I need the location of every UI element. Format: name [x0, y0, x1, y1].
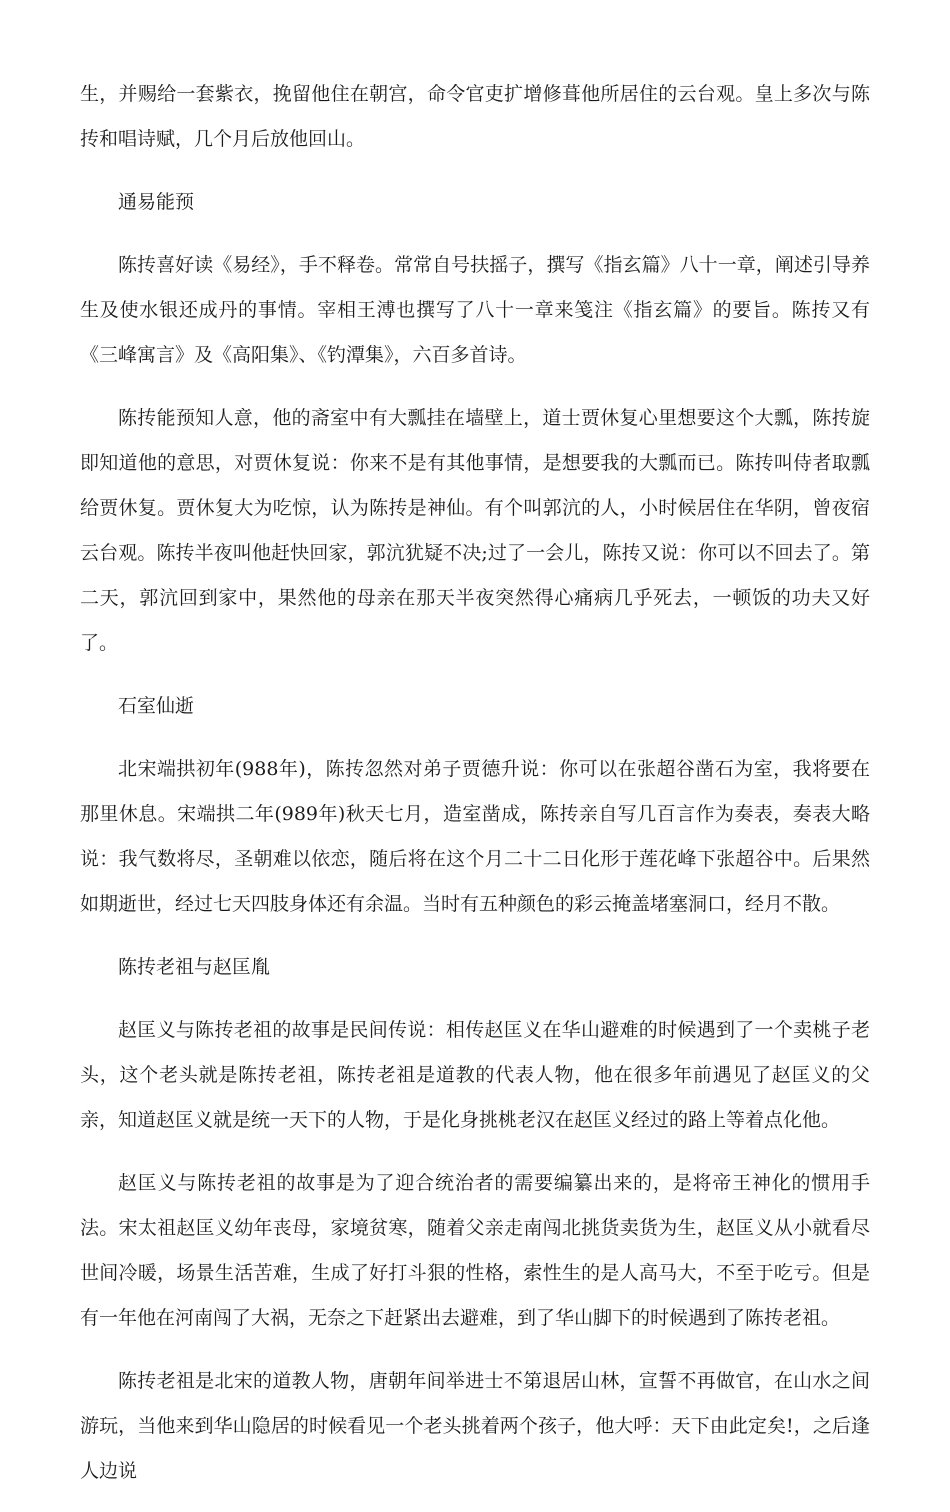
paragraph: 北宋端拱初年(988年)，陈抟忽然对弟子贾德升说：你可以在张超谷凿石为室，我将要在那里休息。宋端拱二年(989年)秋天七月，造室凿成，陈抟亲自写几百言作为奏表，奏表大略说：我气数将尽，圣朝难以依恋，随后将在这个月二十二日化形于莲花峰下张超谷中。后果然如期逝世，经过七天四肢身体还有余温。当时有五种颜色的彩云掩盖堵塞洞口，经月不散。: [80, 758, 870, 915]
paragraph: 陈抟喜好读《易经》，手不释卷。常常自号扶摇子，撰写《指玄篇》八十一章，阐述引导养生及使水银还成丹的事情。宰相王溥也撰写了八十一章来笺注《指玄篇》的要旨。陈抟又有《三峰寓言》及《高阳集》、《钓潭集》，六百多首诗。: [80, 254, 870, 366]
section-heading-chentuan-zhaokuangyin: 陈抟老祖与赵匡胤: [118, 956, 271, 978]
paragraph: 陈抟能预知人意，他的斋室中有大瓢挂在墙壁上，道士贾休复心里想要这个大瓢，陈抟旋即知道他的意思，对贾休复说：你来不是有其他事情，是想要我的大瓢而已。陈抟叫侍者取瓢给贾休复。贾休复大为吃惊，认为陈抟是神仙。有个叫郭沆的人，小时候居住在华阴，曾夜宿云台观。陈抟半夜叫他赶快回家，郭沆犹疑不决;过了一会儿，陈抟又说：你可以不回去了。第二天，郭沆回到家中，果然他的母亲在那天半夜突然得心痛病几乎死去，一顿饭的功夫又好了。: [80, 407, 870, 654]
paragraph: 赵匡义与陈抟老祖的故事是民间传说：相传赵匡义在华山避难的时候遇到了一个卖桃子老头，这个老头就是陈抟老祖，陈抟老祖是道教的代表人物，他在很多年前遇见了赵匡义的父亲，知道赵匡义就是统一天下的人物，于是化身挑桃老汉在赵匡义经过的路上等着点化他。: [80, 1019, 870, 1131]
paragraph-continued: 生，并赐给一套紫衣，挽留他住在朝宫，命令官吏扩增修葺他所居住的云台观。皇上多次与陈抟和唱诗赋，几个月后放他回山。: [80, 83, 870, 150]
section-heading-shishi-xianshi: 石室仙逝: [118, 695, 195, 717]
paragraph: 陈抟老祖是北宋的道教人物，唐朝年间举进士不第退居山林，宣誓不再做官，在山水之间游玩，当他来到华山隐居的时候看见一个老头挑着两个孩子，他大呼：天下由此定矣!，之后逢人边说: [80, 1370, 870, 1482]
document-page: [80, 72, 870, 1512]
section-heading-tongyi-nengyu: 通易能预: [118, 191, 195, 213]
paragraph: 赵匡义与陈抟老祖的故事是为了迎合统治者的需要编纂出来的，是将帝王神化的惯用手法。宋太祖赵匡义幼年丧母，家境贫寒，随着父亲走南闯北挑货卖货为生，赵匡义从小就看尽世间冷暖，场景生活苦难，生成了好打斗狠的性格，索性生的是人高马大，不至于吃亏。但是有一年他在河南闯了大祸，无奈之下赶紧出去避难，到了华山脚下的时候遇到了陈抟老祖。: [80, 1172, 870, 1329]
